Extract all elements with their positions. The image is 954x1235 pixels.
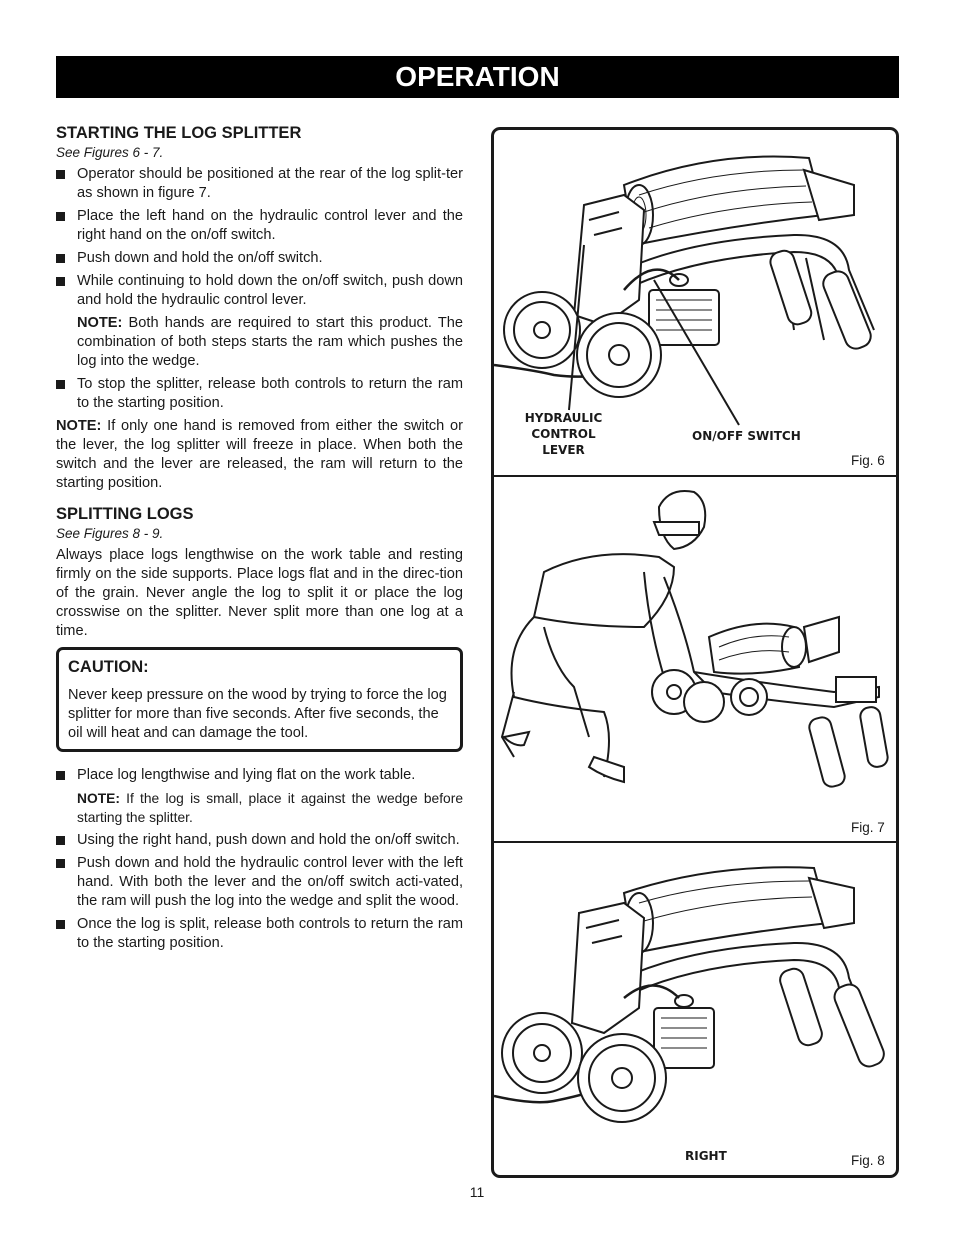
list-item: Place log lengthwise and lying flat on the work table. (56, 766, 463, 785)
operator-illustration (494, 477, 896, 840)
section-heading-starting: STARTING THE LOG SPLITTER (56, 124, 302, 142)
see-figures-8-9: See Figures 8 - 9. (56, 526, 164, 541)
list-item: Push down and hold the hydraulic control lever with the left hand. With both the lever and the on/off switch acti-vated, the ram will push the log into the wedge and split the wood. (56, 854, 463, 911)
note-text: If only one hand is removed from either the switch or the lever, the log splitter will freeze in place. When both the switch and the lever are released, the ram will return to the starting position. (56, 418, 463, 491)
note-label: NOTE: (56, 418, 102, 434)
right-callout: RIGHT (685, 1149, 727, 1163)
note-label: NOTE: (77, 791, 120, 806)
figure-7 (494, 477, 896, 840)
page-title: OPERATION (56, 56, 899, 98)
figure-8 (494, 843, 896, 1175)
caution-text: Never keep pressure on the wood by trying to force the log splitter for more than five seconds. After five seconds, the oil will heat and can damage the tool. (68, 687, 447, 741)
splitting-intro: Always place logs lengthwise on the work table and resting firmly on the side supports. Place logs flat and in the direc-tion of the grain. Never angle the log to split it or place the log crosswise on the splitter. Never split more than one log at a time. (56, 547, 463, 639)
note-text: If the log is small, place it against the wedge before starting the splitter. (77, 791, 463, 825)
list-item: Using the right hand, push down and hold the on/off switch. (56, 831, 463, 850)
see-figures-6-7: See Figures 6 - 7. (56, 145, 164, 160)
section-heading-splitting: SPLITTING LOGS (56, 505, 194, 523)
figure-label: Fig. 8 (851, 1153, 885, 1168)
note-one-hand (56, 417, 463, 493)
list-item: Place the left hand on the hydraulic control lever and the right hand on the on/off switch. (56, 207, 463, 245)
on-off-switch-callout: ON/OFF SWITCH (692, 429, 801, 443)
list-item: To stop the splitter, release both controls to return the ram to the starting position. (56, 375, 463, 413)
note-label: NOTE: (77, 315, 123, 331)
figure-label: Fig. 7 (851, 820, 885, 835)
note-small-log (56, 789, 463, 827)
note-text: Both hands are required to start this product. The combination of both steps starts the ram which pushes the log into the wedge. (77, 315, 463, 369)
figure-label: Fig. 6 (851, 453, 885, 468)
list-item: Push down and hold the on/off switch. (56, 249, 463, 268)
text-column (56, 122, 463, 957)
figures-frame (491, 127, 899, 1178)
list-item: Operator should be positioned at the rear of the log split-ter as shown in figure 7. (56, 165, 463, 203)
caution-title: CAUTION: (68, 658, 149, 676)
log-splitter-illustration (494, 843, 896, 1175)
figure-6 (494, 130, 896, 475)
list-item: While continuing to hold down the on/off switch, push down and hold the hydraulic control lever. (56, 272, 463, 310)
list-item: Once the log is split, release both controls to return the ram to the starting position. (56, 915, 463, 953)
caution-box (56, 647, 463, 752)
note-both-hands (56, 314, 463, 371)
hydraulic-control-lever-callout: HYDRAULIC CONTROL LEVER (524, 411, 603, 457)
page-number: 11 (469, 1184, 485, 1200)
